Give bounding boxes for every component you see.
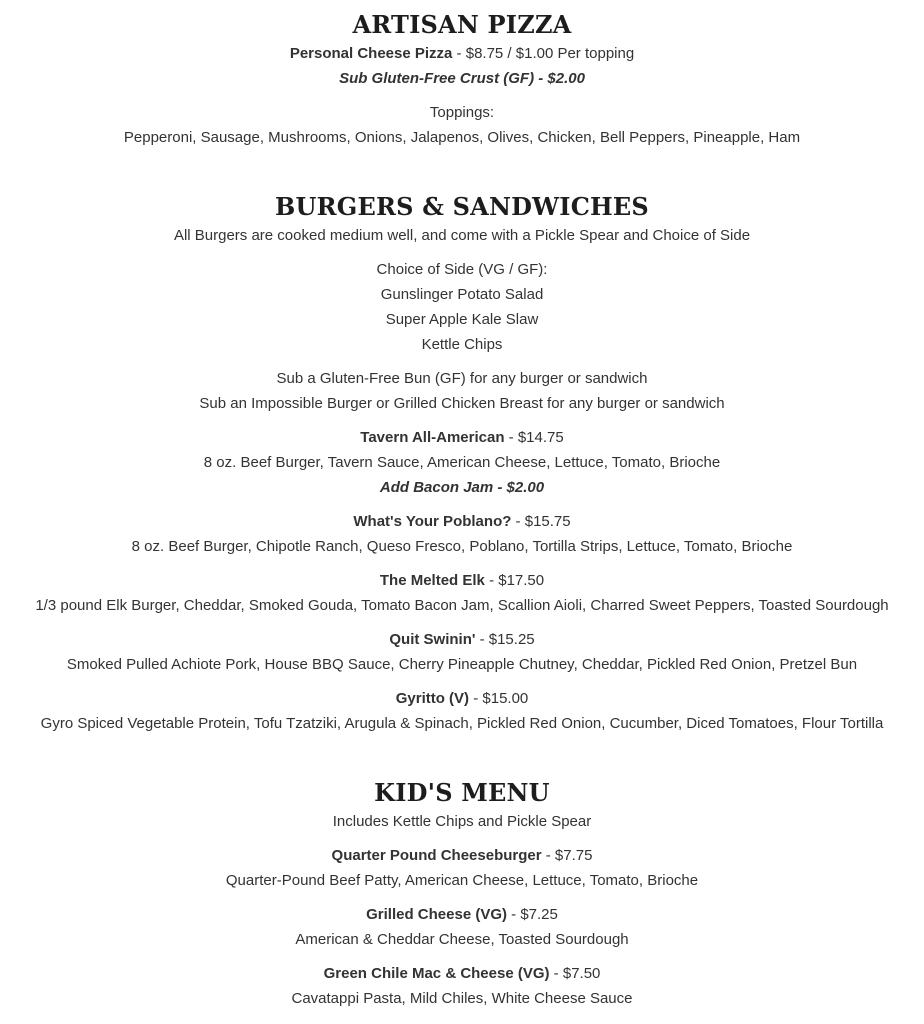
menu-block: [0, 366, 924, 416]
menu-line: [0, 902, 924, 927]
menu-line: [0, 686, 924, 711]
menu-line: [0, 593, 924, 618]
menu-block: [0, 627, 924, 677]
menu-section: [0, 745, 924, 1020]
menu-block: [0, 809, 924, 834]
menu-block: [0, 223, 924, 248]
item-text: Pepperoni, Sausage, Mushrooms, Onions, Jalapenos, Olives, Chicken, Bell Peppers, Pineapple, Ham: [123, 129, 801, 146]
item-text: - $15.75: [511, 513, 571, 530]
item-name: Quit Swinin': [389, 631, 476, 648]
menu-block: [0, 425, 924, 500]
menu-section: [0, 8, 924, 159]
item-name: Quarter Pound Cheeseburger: [331, 847, 542, 864]
item-text: Gunslinger Potato Salad: [380, 286, 544, 303]
menu-block: [0, 902, 924, 952]
menu-line: [0, 568, 924, 593]
menu-line: [0, 475, 924, 500]
menu-line: [0, 927, 924, 952]
menu-line: [0, 41, 924, 66]
item-text: Quarter-Pound Beef Patty, American Cheese, Lettuce, Tomato, Brioche: [225, 872, 699, 889]
menu-line: [0, 125, 924, 150]
menu-line: [0, 711, 924, 736]
item-text: - $8.75 / $1.00 Per topping: [452, 45, 635, 62]
item-text: - $15.00: [469, 690, 529, 707]
menu-line: [0, 332, 924, 357]
menu-line: [0, 627, 924, 652]
item-name: Personal Cheese Pizza: [289, 45, 453, 62]
menu-line: [0, 223, 924, 248]
menu-line: [0, 425, 924, 450]
item-text: - $7.50: [549, 965, 601, 982]
menu-block: [0, 509, 924, 559]
menu-line: [0, 961, 924, 986]
section-title: ARTISAN PIZZA: [352, 10, 572, 39]
section-title: KID'S MENU: [374, 778, 550, 807]
item-text: 1/3 pound Elk Burger, Cheddar, Smoked Gouda, Tomato Bacon Jam, Scallion Aioli, Charred Sweet Peppers, Toasted Sourdough: [35, 597, 889, 614]
item-text: Gyro Spiced Vegetable Protein, Tofu Tzatziki, Arugula & Spinach, Pickled Red Onion, Cucumber, Diced Tomatoes, Flour Tortilla: [40, 715, 884, 732]
item-text: All Burgers are cooked medium well, and come with a Pickle Spear and Choice of Side: [173, 227, 751, 244]
menu-line: [0, 307, 924, 332]
item-text: Includes Kettle Chips and Pickle Spear: [332, 813, 592, 830]
item-text: - $7.25: [507, 906, 558, 923]
item-text: Choice of Side (VG / GF):: [376, 261, 548, 278]
menu-block: [0, 961, 924, 1011]
menu-section: [0, 159, 924, 745]
item-text: Kettle Chips: [421, 336, 503, 353]
menu-line: [0, 257, 924, 282]
item-note: Sub Gluten-Free Crust (GF) - $2.00: [339, 70, 585, 87]
item-name: Grilled Cheese (VG): [366, 906, 507, 923]
menu-line: [0, 391, 924, 416]
menu-block: [0, 568, 924, 618]
item-text: - $14.75: [504, 429, 564, 446]
menu-block: [0, 100, 924, 150]
item-text: Sub an Impossible Burger or Grilled Chicken Breast for any burger or sandwich: [199, 395, 725, 412]
item-text: Cavatappi Pasta, Mild Chiles, White Cheese Sauce: [291, 990, 633, 1007]
menu-line: [0, 450, 924, 475]
menu-block: [0, 686, 924, 736]
menu-line: [0, 809, 924, 834]
menu-line: [0, 534, 924, 559]
item-text: Smoked Pulled Achiote Pork, House BBQ Sauce, Cherry Pineapple Chutney, Cheddar, Pickled Red Onion, Pretzel Bun: [66, 656, 858, 673]
menu-line: [0, 986, 924, 1011]
menu-line: [0, 843, 924, 868]
menu-line: [0, 509, 924, 534]
item-text: - $15.25: [475, 631, 535, 648]
item-name: Green Chile Mac & Cheese (VG): [323, 965, 550, 982]
menu-block: [0, 843, 924, 893]
item-name: The Melted Elk: [379, 572, 485, 589]
item-text: Sub a Gluten-Free Bun (GF) for any burger or sandwich: [276, 370, 648, 387]
item-text: American & Cheddar Cheese, Toasted Sourdough: [295, 931, 629, 948]
item-note: Add Bacon Jam - $2.00: [379, 479, 545, 496]
menu-line: [0, 66, 924, 91]
item-text: 8 oz. Beef Burger, Chipotle Ranch, Queso Fresco, Poblano, Tortilla Strips, Lettuce, Tomato, Brioche: [131, 538, 793, 555]
menu-line: [0, 282, 924, 307]
menu-line: [0, 652, 924, 677]
section-title: BURGERS & SANDWICHES: [275, 192, 649, 221]
menu-line: [0, 868, 924, 893]
item-text: - $7.75: [541, 847, 593, 864]
item-text: Super Apple Kale Slaw: [385, 311, 539, 328]
item-name: Gyritto (V): [395, 690, 470, 707]
menu-block: [0, 257, 924, 357]
menu-line: [0, 366, 924, 391]
item-name: What's Your Poblano?: [353, 513, 512, 530]
item-name: Tavern All-American: [360, 429, 505, 446]
item-text: - $17.50: [484, 572, 545, 589]
menu-block: [0, 41, 924, 91]
item-text: Toppings:: [429, 104, 495, 121]
item-text: 8 oz. Beef Burger, Tavern Sauce, American Cheese, Lettuce, Tomato, Brioche: [203, 454, 721, 471]
menu-line: [0, 100, 924, 125]
